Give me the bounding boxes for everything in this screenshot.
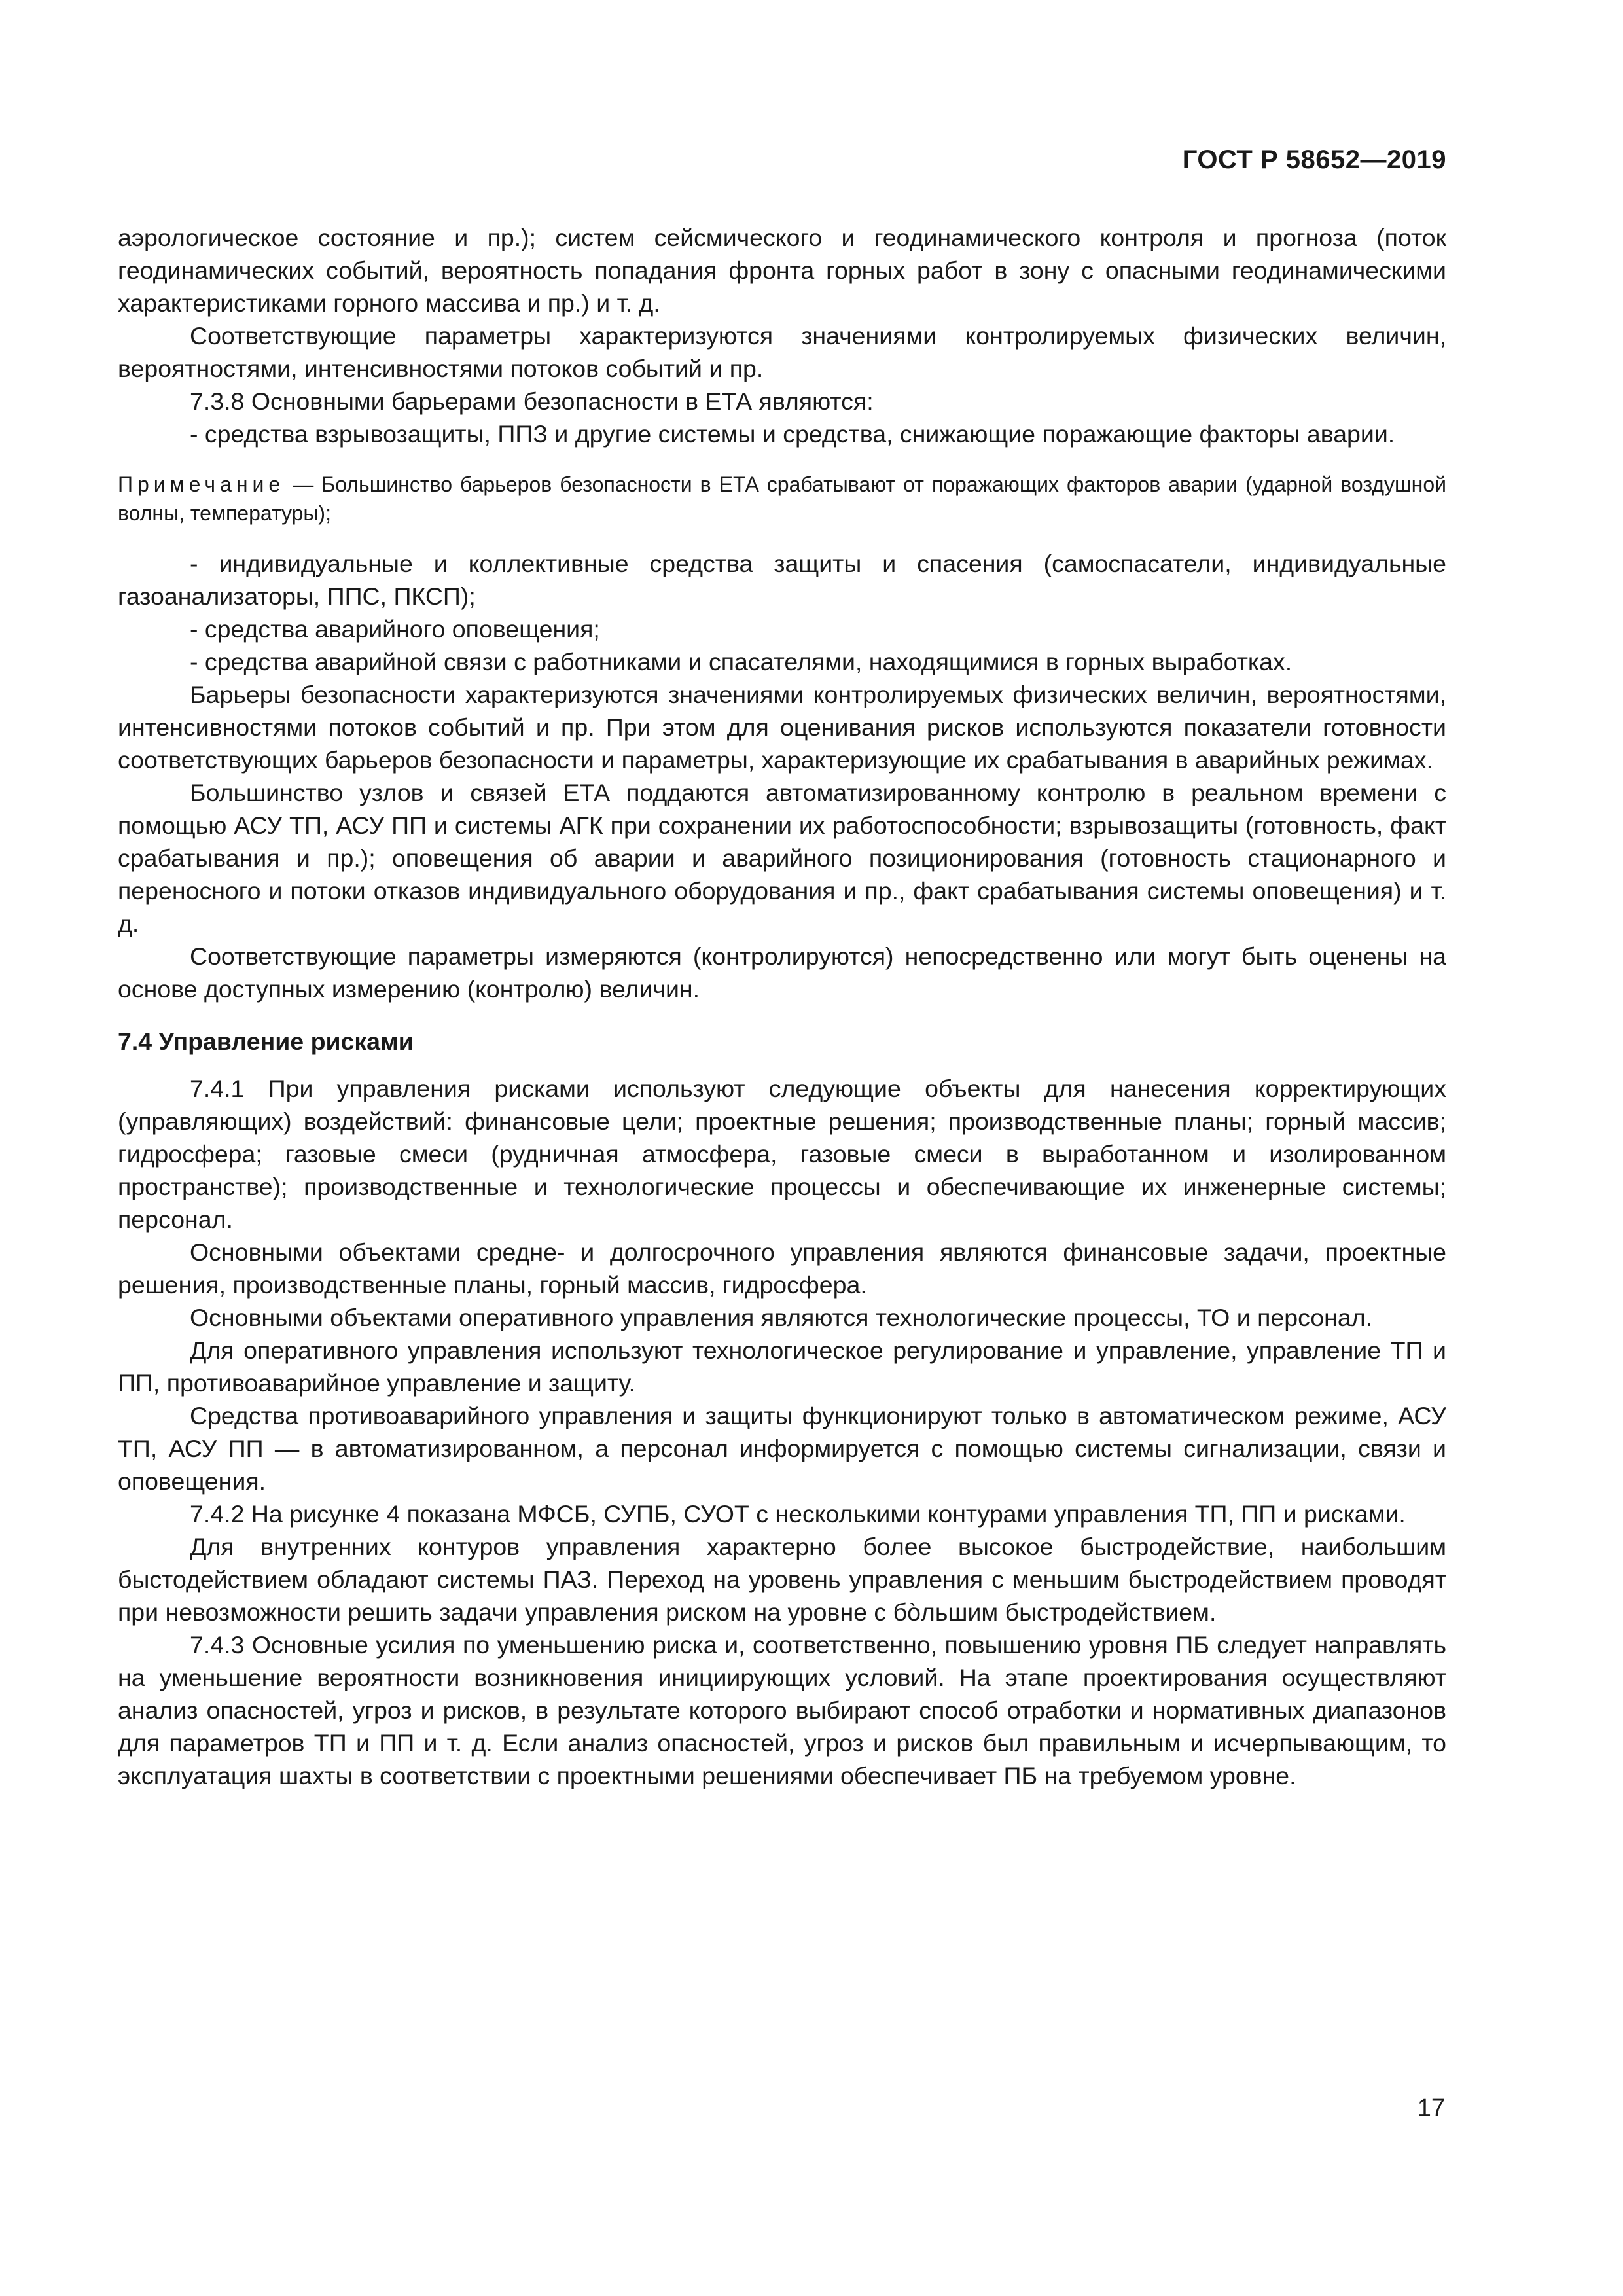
list-item: - средства взрывозащиты, ППЗ и другие системы и средства, снижающие поражающие факторы аварии. — [190, 420, 1395, 448]
page-number: 17 — [1417, 2094, 1445, 2122]
paragraph: Большинство узлов и связей ЕТА поддаются автоматизированному контролю в реальном времени с помощью АСУ ТП, АСУ ПП и системы АГК при сохранении их работоспособности; взрывозащиты (готовность, факт срабатывания и пр.); оповещения об аварии и аварийного позиционирования (готовность стационарного и переносного и потоки отказов индивидуального оборудования и пр., факт срабатывания системы оповещения) и т. д. — [118, 779, 1446, 937]
paragraph: Соответствующие параметры характеризуются значениями контролируемых физических величин, вероятностями, интенсивностями потоков событий и пр. — [118, 322, 1446, 382]
paragraph: аэрологическое состояние и пр.); систем сейсмического и геодинамического контроля и прогноза (поток геодинамических событий, вероятность попадания фронта горных работ в зону с опасными геодинамическими характеристиками горного массива и пр.) и т. д. — [118, 224, 1446, 317]
document-id-header: ГОСТ Р 58652—2019 — [1182, 145, 1446, 174]
paragraph: Основными объектами средне- и долгосрочного управления являются финансовые задачи, проектные решения, производственные планы, горный массив, гидросфера. — [118, 1238, 1446, 1299]
paragraph: Для внутренних контуров управления характерно более высокое быстродействие, наибольшим быстодействием обладают системы ПАЗ. Переход на уровень управления с меньшим быстродействием проводят при невозможности решить задачи управления риском на уровне с бо̀льшим быстродействием. — [118, 1533, 1446, 1626]
list-item: - индивидуальные и коллективные средства защиты и спасения (самоспасатели, индивидуальные газоанализаторы, ППС, ПКСП); — [118, 550, 1446, 610]
note-label: Примечание — [118, 473, 285, 496]
section-heading-7-4: 7.4 Управление рисками — [118, 1028, 414, 1055]
clause-7-4-1: 7.4.1 При управления рисками используют следующие объекты для нанесения корректирующих (управляющих) воздействий: финансовые цели; проектные решения; производственные планы; горный массив; гидросфера; газовые смеси (рудничная атмосфера, газовые смеси в выработанном и изолированном пространстве); производственные и технологические процессы и обеспечивающие их инженерные системы; персонал. — [118, 1075, 1446, 1233]
clause-7-3-8: 7.3.8 Основными барьерами безопасности в ЕТА являются: — [190, 387, 874, 415]
note-text: — Большинство барьеров безопасности в ЕТА срабатывают от поражающих факторов аварии (ударной воздушной волны, температуры); — [118, 473, 1446, 525]
list-item: - средства аварийного оповещения; — [190, 615, 600, 643]
paragraph: Средства противоаварийного управления и защиты функционируют только в автоматическом режиме, АСУ ТП, АСУ ПП — в автоматизированном, а персонал информируется с помощью системы сигнализации, связи и оповещения. — [118, 1402, 1446, 1495]
clause-7-4-3: 7.4.3 Основные усилия по уменьшению риска и, соответственно, повышению уровня ПБ следует направлять на уменьшение вероятности возникновения инициирующих условий. На этапе проектирования осуществляют анализ опасностей, угроз и рисков, в результате которого выбирают способ отработки и нормативных диапазонов для параметров ТП и ПП и т. д. Если анализ опасностей, угроз и рисков был правильным и исчерпывающим, то эксплуатация шахты в соответствии с проектными решениями обеспечивает ПБ на требуемом уровне. — [118, 1631, 1446, 1789]
paragraph: Барьеры безопасности характеризуются значениями контролируемых физических величин, вероятностями, интенсивностями потоков событий и пр. При этом для оценивания рисков используются показатели готовности соответствующих барьеров безопасности и параметры, характеризующие их срабатывания в аварийных режимах. — [118, 681, 1446, 774]
note — [118, 470, 1446, 528]
document-body — [118, 221, 1446, 1792]
list-item: - средства аварийной связи с работниками и спасателями, находящимися в горных выработках. — [190, 648, 1293, 675]
paragraph: Основными объектами оперативного управления являются технологические процессы, ТО и персонал. — [190, 1304, 1372, 1331]
clause-7-4-2: 7.4.2 На рисунке 4 показана МФСБ, СУПБ, СУОТ с несколькими контурами управления ТП, ПП и рисками. — [190, 1500, 1406, 1528]
paragraph: Для оперативного управления используют технологическое регулирование и управление, управление ТП и ПП, противоаварийное управление и защиту. — [118, 1336, 1446, 1397]
paragraph: Соответствующие параметры измеряются (контролируются) непосредственно или могут быть оценены на основе доступных измерению (контролю) величин. — [118, 942, 1446, 1003]
